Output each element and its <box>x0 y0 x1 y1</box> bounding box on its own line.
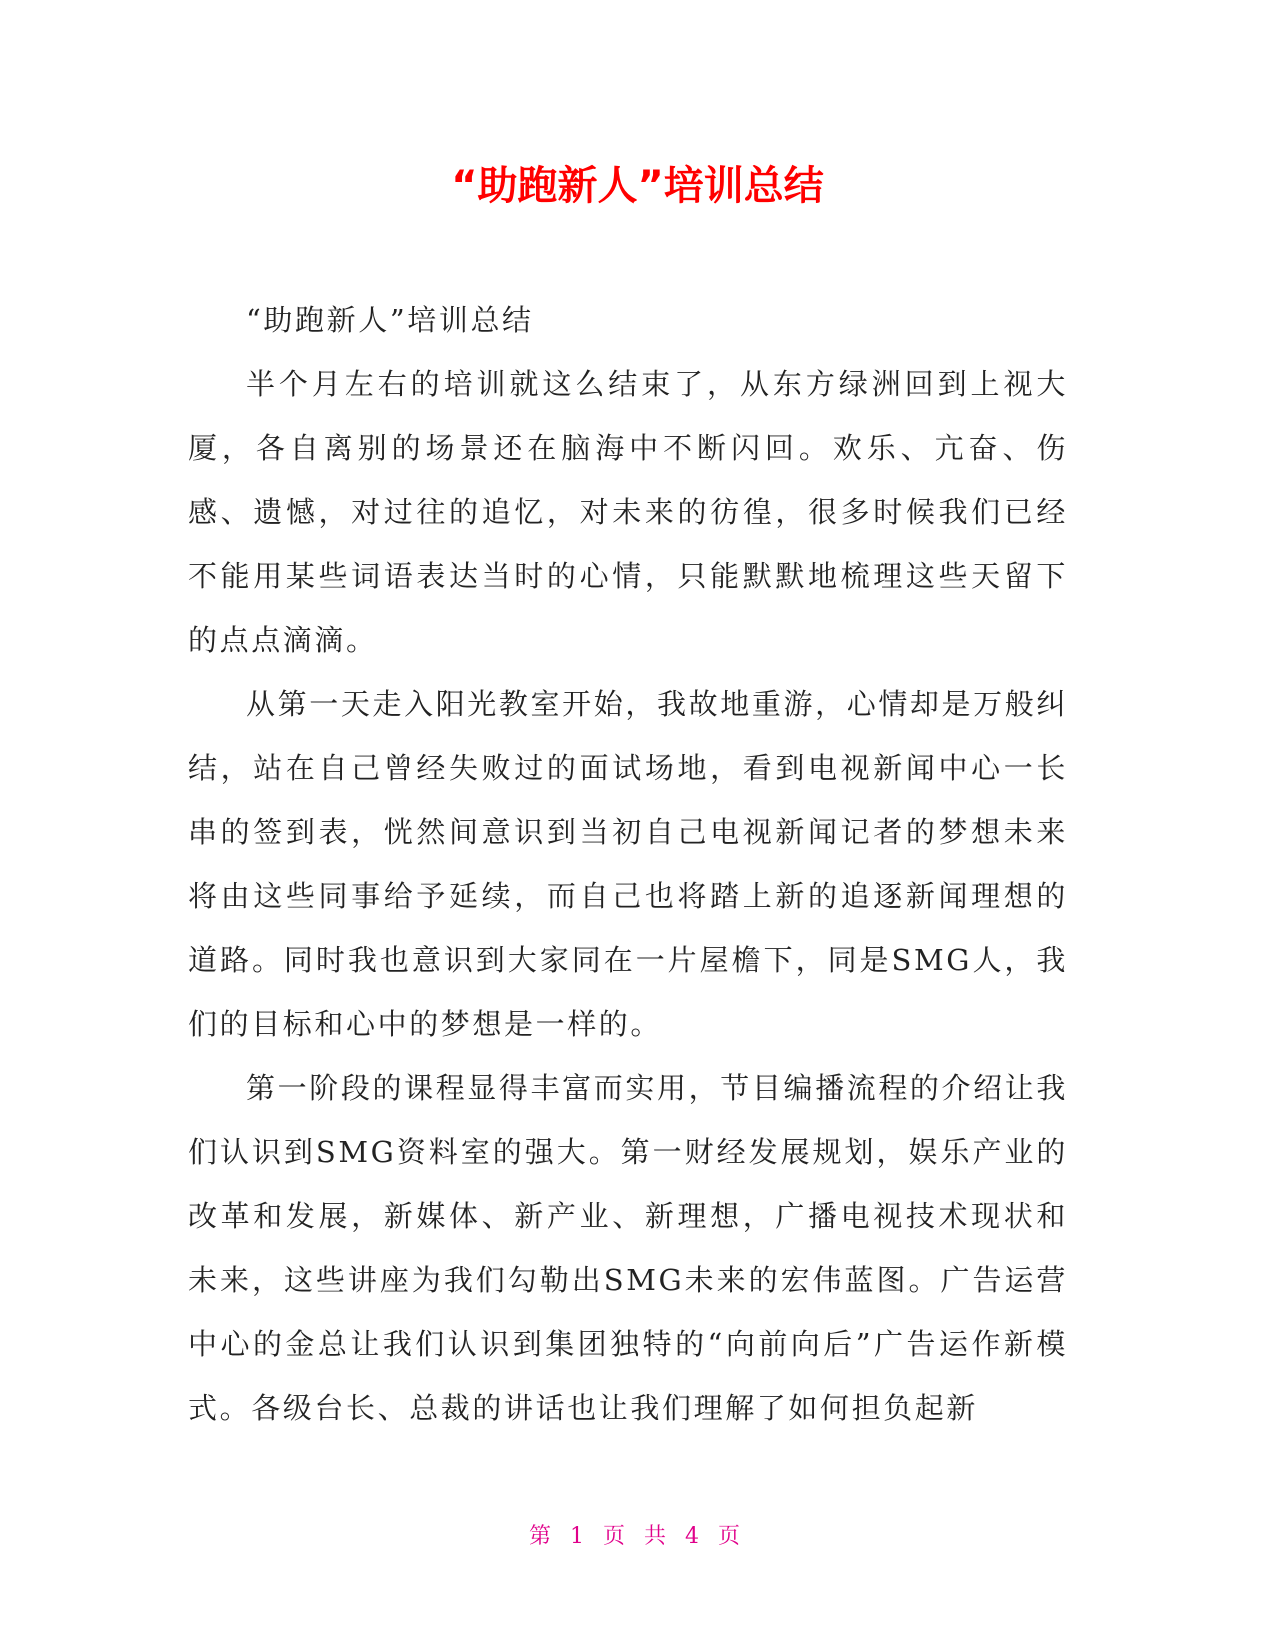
paragraph-2: 从第一天走入阳光教室开始，我故地重游，心情却是万般纠结，站在自己曾经失败过的面试场地，看到电视新闻中心一长串的签到表，恍然间意识到当初自己电视新闻记者的梦想未来将由这些同事给予延续，而自己也将踏上新的追逐新闻理想的道路。同时我也意识到大家同在一片屋檐下，同是SMG人，我们的目标和心中的梦想是一样的。 <box>188 687 1068 1041</box>
document-title: “助跑新人”培训总结 <box>451 163 824 209</box>
paragraph-3: 第一阶段的课程显得丰富而实用，节目编播流程的介绍让我们认识到SMG资料室的强大。第一财经发展规划，娱乐产业的改革和发展，新媒体、新产业、新理想，广播电视技术现状和未来，这些讲座为我们勾勒出SMG未来的宏伟蓝图。广告运营中心的金总让我们认识到集团独特的“向前向后”广告运作新模式。各级台长、总裁的讲话也让我们理解了如何担负起新 <box>188 1071 1068 1425</box>
paragraph-1: 半个月左右的培训就这么结束了，从东方绿洲回到上视大厦，各自离别的场景还在脑海中不断闪回。欢乐、亢奋、伤感、遗憾，对过往的追忆，对未来的彷徨，很多时候我们已经不能用某些词语表达当时的心情，只能默默地梳理这些天留下的点点滴滴。 <box>188 367 1068 657</box>
page-number-footer: 第 1 页 共 4 页 <box>529 1524 746 1549</box>
document-body <box>188 288 1068 1440</box>
paragraph-subtitle: “助跑新人”培训总结 <box>246 303 534 337</box>
